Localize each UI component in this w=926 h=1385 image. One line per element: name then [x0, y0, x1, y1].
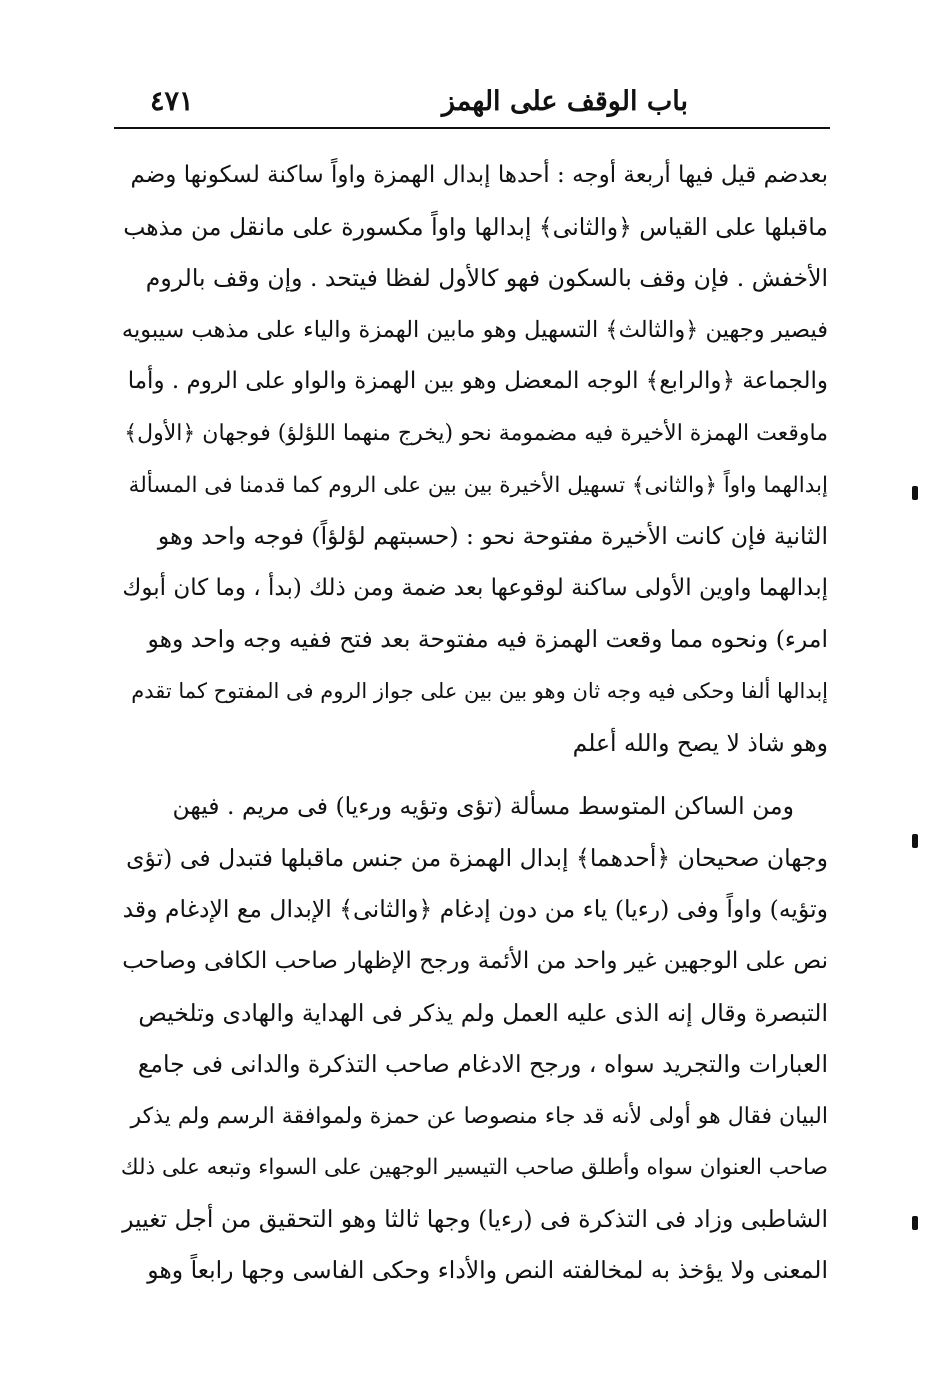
text-line: ومن الساكن المتوسط مسألة (تؤى وتؤيه ورءيا) فى مريم . فيهن	[172, 792, 794, 821]
text-line: صاحب العنوان سواه وأطلق صاحب التيسير الوجهين على السواء وتبعه على ذلك	[120, 1155, 828, 1181]
margin-mark	[912, 834, 918, 848]
text-line: بعدضم قيل فيها أربعة أوجه : أحدها إبدال الهمزة واواً ساكنة لسكونها وضم	[130, 162, 828, 188]
paragraph-gap	[118, 769, 828, 781]
text-line: إبدالهما واواً ﴿والثانى﴾ تسهيل الأخيرة بين بين على الروم كما قدمنا فى المسألة	[128, 472, 828, 498]
text-line: العبارات والتجريد سواه ، ورجح الادغام صاحب التذكرة والدانى فى جامع	[137, 1050, 828, 1079]
page-body	[118, 150, 828, 1297]
running-title: باب الوقف على الهمز	[441, 86, 688, 117]
text-line: ماقبلها على القياس ﴿والثانى﴾ إبدالها واواً مكسورة على مانقل من مذهب	[123, 212, 828, 241]
text-line: امرء) ونحوه مما وقعت الهمزة فيه مفتوحة بعد فتح ففيه وجه واحد وهو	[147, 625, 828, 654]
text-line: الشاطبى وزاد فى التذكرة فى (رءيا) وجها ثالثا وهو التحقيق من أجل تغيير	[122, 1204, 828, 1233]
text-line: إبدالهما واوين الأولى ساكنة لوقوعها بعد ضمة ومن ذلك (بدأ ، وما كان أبوك	[122, 574, 828, 601]
text-line: المعنى ولا يؤخذ به لمخالفته النص والأداء وحكى الفاسى وجها رابعاً وهو	[147, 1256, 828, 1285]
text-line: والجماعة ﴿والرابع﴾ الوجه المعضل وهو بين الهمزة والواو على الروم . وأما	[127, 368, 828, 395]
text-line: وتؤيه) واواً وفى (رءيا) ياء من دون إدغام ﴿والثانى﴾ الإبدال مع الإدغام وقد	[122, 895, 828, 924]
paragraph-1	[118, 150, 828, 769]
text-line: إبدالها ألفا وحكى فيه وجه ثان وهو بين بين على جواز الروم فى المفتوح كما تقدم	[131, 678, 828, 703]
page-number: ٤٧١	[150, 86, 194, 117]
header-rule	[114, 127, 830, 129]
text-line: الثانية فإن كانت الأخيرة مفتوحة نحو : (حسبتهم لؤلؤاً) فوجه واحد وهو	[157, 522, 828, 551]
margin-mark	[912, 486, 918, 500]
text-line: وهو شاذ لا يصح والله أعلم	[572, 728, 828, 757]
text-line: البيان فقال هو أولى لأنه قد جاء منصوصا عن حمزة ولموافقة الرسم ولم يذكر	[130, 1103, 828, 1129]
margin-mark	[912, 1216, 918, 1230]
text-line: وجهان صحيحان ﴿أحدهما﴾ إبدال الهمزة من جنس ماقبلها فتبدل فى (تؤى	[126, 843, 828, 872]
paragraph-2	[118, 781, 828, 1297]
text-line: نص على الوجهين غير واحد من الأئمة ورجح الإظهار صاحب الكافى وصاحب	[122, 947, 828, 974]
text-line: فيصير وجهين ﴿والثالث﴾ التسهيل وهو مابين الهمزة والياء على مذهب سيبويه	[121, 316, 828, 343]
text-line: الأخفش . فإن وقف بالسكون فهو كالأول لفظا فيتحد . وإن وقف بالروم	[145, 264, 828, 293]
page-header	[118, 82, 828, 126]
text-line: التبصرة وقال إنه الذى عليه العمل ولم يذكر فى الهداية والهادى وتلخيص	[138, 998, 828, 1027]
text-line: ماوقعت الهمزة الأخيرة فيه مضمومة نحو (يخرج منهما اللؤلؤ) فوجهان ﴿الأول﴾	[124, 420, 828, 446]
